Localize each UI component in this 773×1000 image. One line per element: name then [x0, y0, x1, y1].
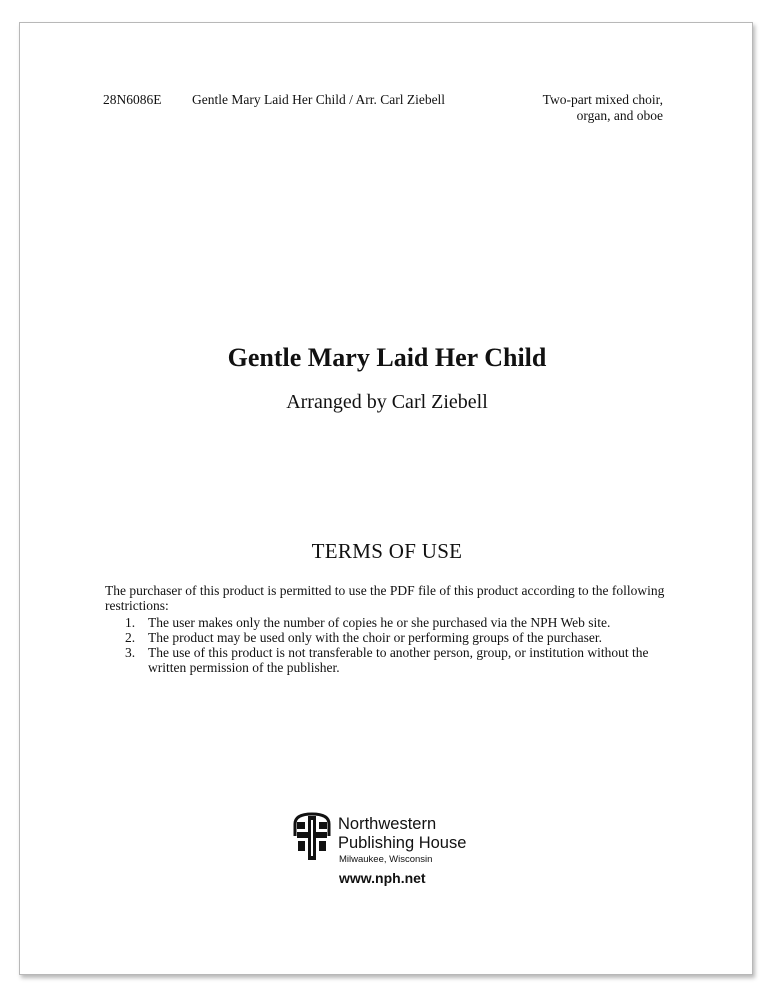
header-title: Gentle Mary Laid Her Child / Arr. Carl Ziebell — [192, 92, 446, 107]
publisher-url[interactable]: www.nph.net — [339, 870, 426, 886]
terms-item — [105, 645, 675, 675]
publisher-name — [338, 815, 466, 853]
header-voicing — [503, 92, 663, 124]
document-page — [19, 22, 753, 975]
terms-item-text: The product may be used only with the choir or performing groups of the purchaser. — [148, 630, 603, 645]
arranger-subtitle: Arranged by Carl Ziebell — [286, 391, 488, 413]
terms-item-number: 3. — [125, 645, 136, 660]
publisher-city: Milwaukee, Wisconsin — [339, 854, 433, 865]
terms-intro: The purchaser of this product is permitted to use the PDF file of this product according to the following restrictions: — [105, 583, 665, 613]
terms-heading: TERMS OF USE — [311, 539, 463, 563]
terms-item-text: The user makes only the number of copies he or she purchased via the NPH Web site. — [148, 615, 611, 630]
publisher-name-line-1: Northwestern — [338, 815, 437, 833]
terms-item-text: The use of this product is not transferable to another person, group, or institution without the written permission of the publisher. — [148, 645, 649, 675]
product-code: 28N6086E — [103, 92, 162, 107]
page-title: Gentle Mary Laid Her Child — [227, 343, 547, 372]
terms-item-number: 1. — [125, 615, 136, 630]
publisher-name-line-2: Publishing House — [338, 834, 467, 852]
terms-item — [105, 615, 675, 630]
terms-item-number: 2. — [125, 630, 136, 645]
terms-list — [105, 615, 675, 675]
nph-cross-logo-icon — [292, 812, 332, 862]
terms-item — [105, 630, 675, 645]
voicing-line-1: Two-part mixed choir, — [542, 92, 663, 107]
publisher-footer — [292, 812, 492, 892]
voicing-line-2: organ, and oboe — [576, 108, 663, 123]
